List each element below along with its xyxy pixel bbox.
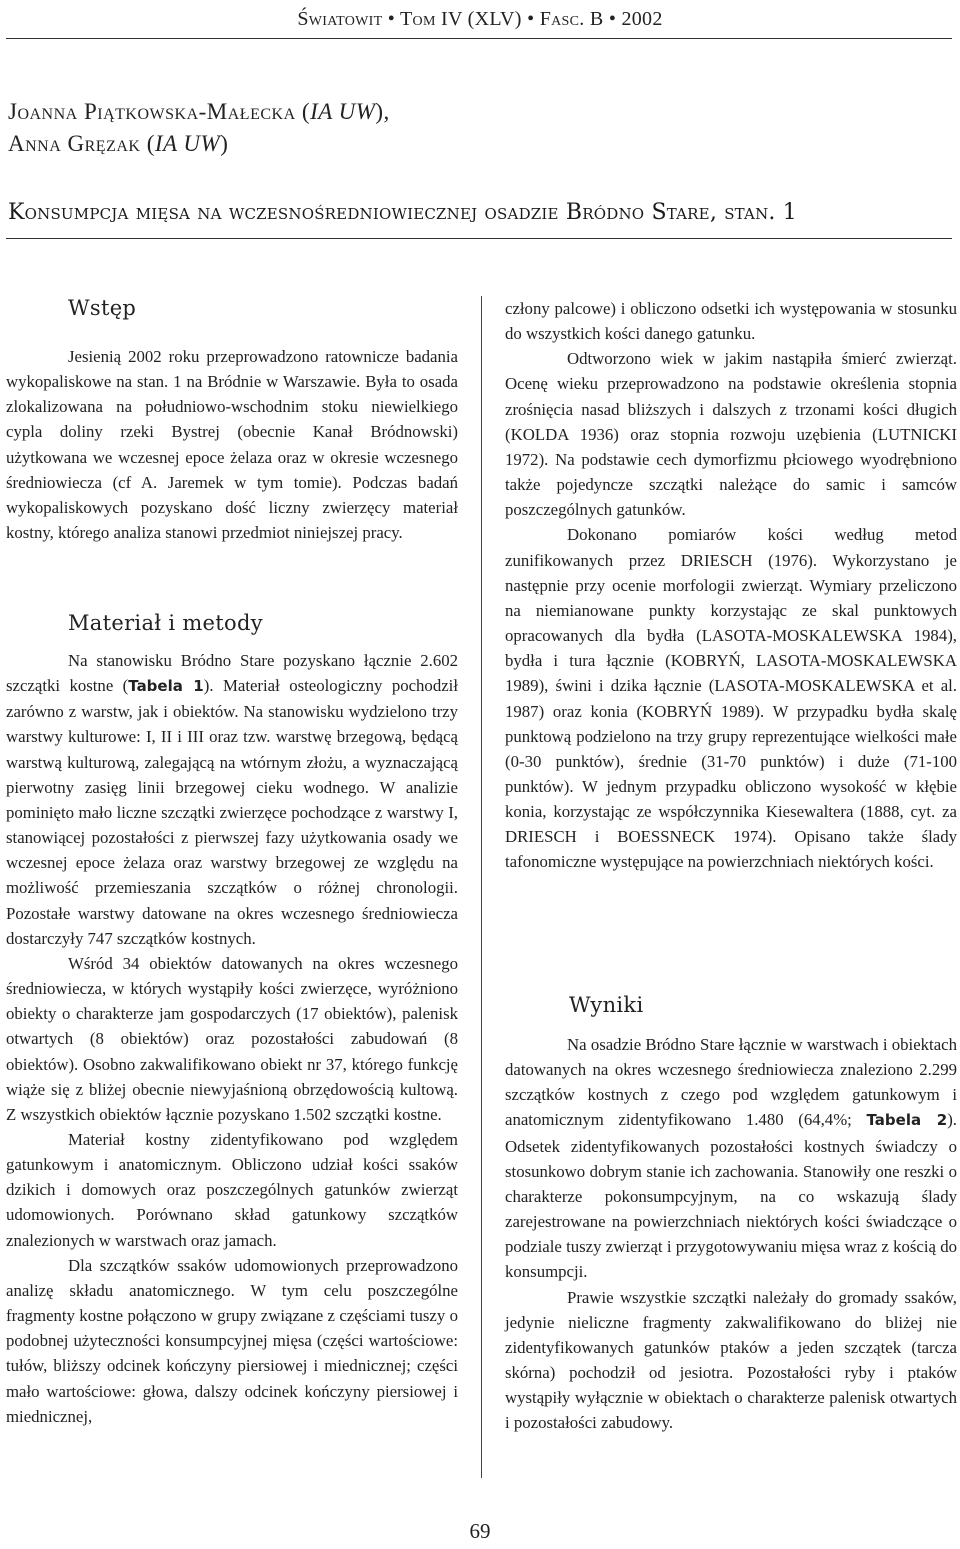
bullet-separator: •: [608, 8, 617, 30]
left-column: [6, 344, 458, 545]
paragraph: Dokonano pomiarów kości według metod zunifikowanych przez DRIESCH (1976). Wykorzystano je następnie przy ocenie morfologii zwierząt. Wymiary przeliczono na niemianowane punkty korzystając ze skal punktowych opracowanych dla bydła (LASOTA-MOSKALEWSKA 1984), bydła i tura łącznie (KOBRYŃ, LASOTA-MOSKALEWSKA 1989), świni i dzika łącznie (LASOTA-MOSKALEWSKA et al. 1987) oraz konia (KOBRYŃ 1989). W przypadku bydła skalę punktową podzielono na trzy grupy reprezentujące wielkości małe (0-30 punktów), średnie (31-70 punktów) i duże (71-100 punktów). W jednym przypadku obliczono wysokość w kłębie konia, korzystając ze współczynnika Kiesewaltera (1888, cyt. za DRIESCH i BOESSNECK 1974). Opisano także ślady tafonomiczne występujące na powierzchniach niektórych kości.: [505, 525, 957, 872]
running-head: [0, 8, 960, 31]
section-heading-methods: Materiał i metody: [68, 611, 263, 635]
paragraph: Odtworzono wiek w jakim nastąpiła śmierć zwierząt. Ocenę wieku przeprowadzono na podstawie określenia stopnia zrośnięcia nasad bliższych i dalszych z trzonami kości długich (KOLDA 1936) oraz stopnia rozwoju uzębienia (LUTNICKI 1972). Na podstawie cech dymorfizmu płciowego wyodrębniono także pojedyncze szczątki należące do samic i samców poszczególnych gatunków.: [505, 349, 957, 520]
paragraph-text: ). Materiał osteologiczny pochodził zarówno z warstw, jak i obiektów. Na stanowisku wydzielono trzy warstwy kulturowe: I, II i III oraz tzw. warstwę brzegową, będącą warstwą kulturową, zalegającą na wtórnym złożu, a wyznaczającą pierwotny zasięg linii brzegowej cieku wodnego. W analizie pominięto mało liczne szczątki zwierzęce pochodzące z warstwy I, stanowiącej pozostałości z pierwszej fazy użytkowania osady we wczesnej epoce żelaza oraz warstwy brzegowej ze względu na możliwość przemieszania szczątków o różnej chronologii. Pozostałe warstwy datowane na okres wczesnego średniowiecza dostarczyły 747 szczątków kostnych.: [6, 676, 458, 948]
page-number: 69: [469, 1519, 491, 1543]
paragraph: [505, 1032, 957, 1285]
table-reference: Tabela 1: [128, 677, 204, 696]
right-column: [505, 296, 957, 875]
author-line: Anna Gręzak (IA UW): [8, 131, 229, 156]
column-divider: [481, 296, 482, 1478]
author-name: Joanna Piątkowska-Małecka: [8, 99, 296, 124]
paragraph: człony palcowe) i obliczono odsetki ich występowania w stosunku do wszystkich kości danego gatunku.: [505, 299, 957, 344]
paragraph: [6, 648, 458, 951]
paragraph-text: Na osadzie Bródno Stare łącznie w warstwach i obiektach datowanych na okres wczesnego średniowiecza znaleziono 2.299 szczątków kostnych z czego pod względem gatunkowym i anatomicznym zidentyfikowano 1.480 (64,4%;: [505, 1035, 957, 1130]
bullet-separator: •: [387, 8, 396, 30]
title-rule: [6, 238, 952, 239]
author-line: Joanna Piątkowska-Małecka (IA UW),: [8, 99, 390, 124]
author-affiliation: IA UW: [154, 131, 221, 156]
paragraph: Materiał kostny zidentyfikowano pod względem gatunkowym i anatomicznym. Obliczono udział kości ssaków dzikich i domowych oraz poszczególnych gatunków zwierząt udomowionych. Porównano skład gatunkowy szczątków znalezionych w warstwach oraz jamach.: [6, 1129, 458, 1250]
article-title: Konsumpcja mięsa na wczesnośredniowiecznej osadzie Bródno Stare, stan. 1: [8, 200, 798, 225]
author-name: Anna Gręzak: [8, 131, 141, 156]
paragraph-text: Na stanowisku Bródno Stare pozyskano łącznie 2.602 szczątki kostne (: [6, 651, 458, 696]
paragraph: Wśród 34 obiektów datowanych na okres wczesnego średniowiecza, w których wystąpiły kości zwierzęce, wyróżniono obiekty o charakterze jam gospodarczych (17 obiektów), palenisk otwartych (8 obiektów) oraz pozostałości zabudowań (8 obiektów). Osobno zakwalifikowano obiekt nr 37, którego funkcję wiąże się z bliżej obecnie niewyjaśnioną obrzędowością kultową. Z wszystkich obiektów łącznie pozyskano 1.502 szczątki kostne.: [6, 953, 458, 1124]
year: 2002: [621, 8, 663, 30]
paragraph: Prawie wszystkie szczątki należały do gromady ssaków, jedynie nieliczne fragmenty zakwalifikowano do bliżej nie zidentyfikowanych gatunków ptaków a jeden szczątek (tarcza skórna) pochodził od jesiotra. Pozostałości ryby i ptaków wystąpiły wyłącznie w obiektach o charakterze palenisk otwartych i pozostałości zabudowy.: [505, 1287, 957, 1433]
bullet-separator: •: [527, 8, 535, 30]
right-column: [505, 1032, 957, 1436]
left-column: [6, 648, 458, 1429]
section-heading-intro: Wstęp: [68, 296, 137, 320]
author-block: [8, 96, 390, 160]
section-heading-results: Wyniki: [569, 993, 644, 1017]
journal-name: Światowit: [297, 8, 383, 30]
paragraph-text: ). Odsetek zidentyfikowanych pozostałości kostnych świadczy o stosunkowo dobrym stanie ich zachowania. Stanowiły one reszki o charakterze pokonsumpcyjnym, na co wskazują ślady zarejestrowane na powierzchniach niektórych kości świadczące o podziale tuszy zwierząt i przygotowywaniu mięsa wraz z kością do konsumpcji.: [505, 1110, 957, 1282]
paragraph: Dla szczątków ssaków udomowionych przeprowadzono analizę składu anatomicznego. W tym celu poszczególne fragmenty kostne połączono w grupy związane z częściami tuszy o podobnej użyteczności konsumpcyjnej mięsa (części wartościowe: tułów, bliższy odcinek kończyny piersiowej i miednicznej; części mało wartościowe: głowa, dalszy odcinek kończyny piersiowej i miednicznej,: [6, 1255, 458, 1426]
table-reference: Tabela 2: [866, 1111, 948, 1130]
author-affiliation: IA UW: [310, 99, 376, 124]
volume: Tom IV (XLV): [400, 8, 522, 30]
header-rule: [6, 38, 952, 39]
paragraph: Jesienią 2002 roku przeprowadzono ratownicze badania wykopaliskowe na stan. 1 na Bródnie w Warszawie. Była to osada zlokalizowana na południowo-wschodnim stoku niewielkiego cypla doliny rzeki Bystrej (obecnie Kanał Bródnowski) użytkowana we wczesnej epoce żelaza oraz w okresie wczesnego średniowiecza (cf A. Jaremek w tym tomie). Podczas badań wykopaliskowych pozyskano dość liczny zwierzęcy materiał kostny, którego analiza stanowi przedmiot niniejszej pracy.: [6, 347, 458, 543]
fascicle: Fasc. B: [539, 8, 604, 30]
